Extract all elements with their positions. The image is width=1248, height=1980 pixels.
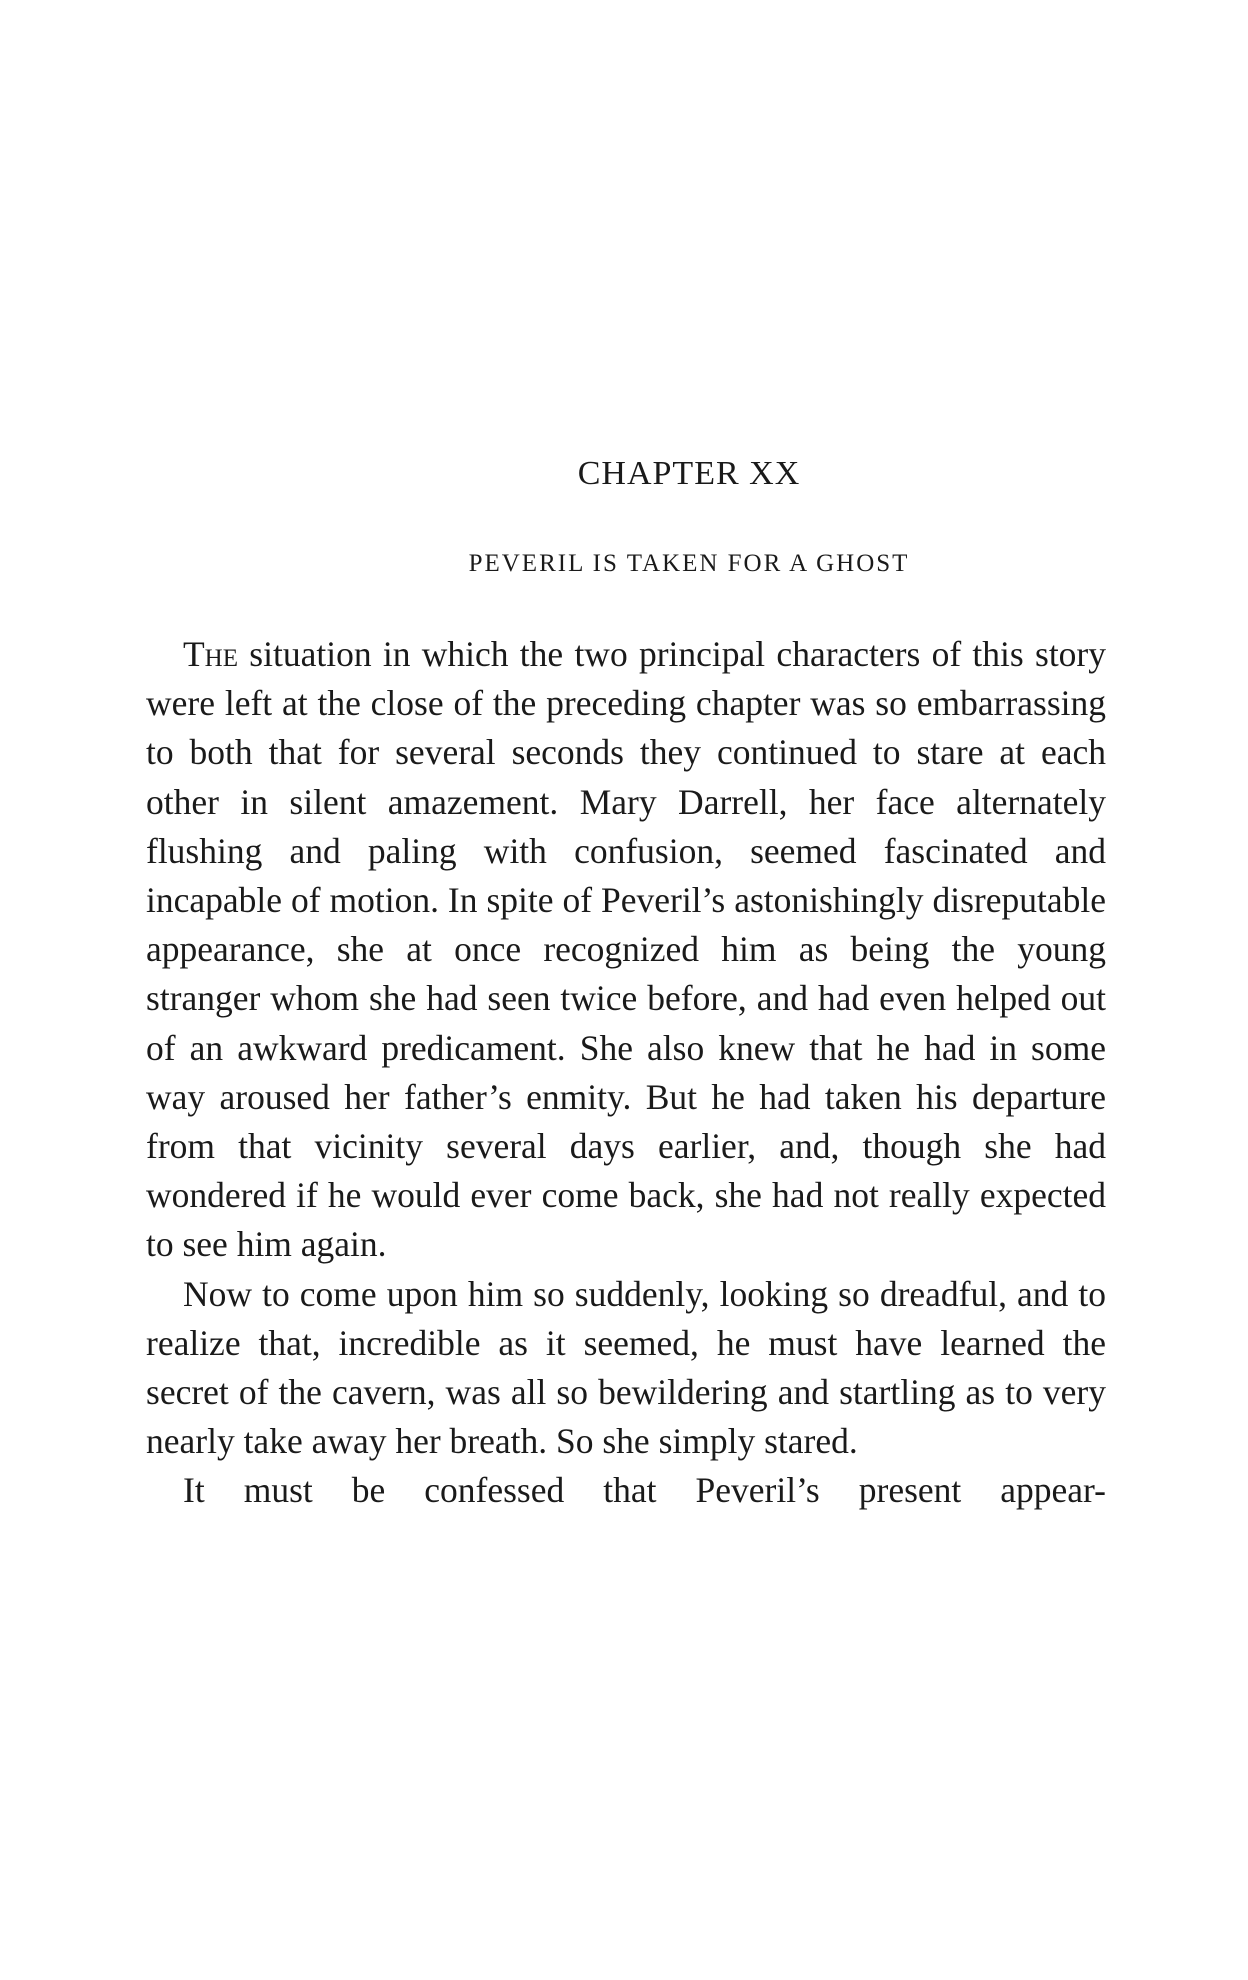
paragraph-text: Now to come upon him so suddenly, looking so dreadful, and to realize that, incredible as it seemed, he must have learned the secret of the cavern, was all so bewildering and startling as to very nearly take away her breath. So she simply stared. — [146, 1273, 1106, 1462]
paragraph-1 — [146, 630, 1106, 1270]
chapter-subtitle: PEVERIL IS TAKEN FOR A GHOST — [468, 550, 910, 577]
paragraph-3 — [146, 1466, 1106, 1515]
paragraph-2 — [146, 1270, 1106, 1467]
chapter-heading: CHAPTER XX — [577, 455, 801, 492]
paragraph-text: It must be confessed that Peveril’s present appear- — [183, 1470, 1106, 1511]
paragraph-lead-word: The — [183, 634, 239, 674]
body-text — [146, 630, 1106, 1516]
paragraph-text: situation in which the two principal characters of this story were left at the close of the preceding chapter was so embarrassing to both that for several seconds they continued to stare at each other in silent amazement. Mary Darrell, her face alternately flushing and paling with confusion, seemed fascinated and incapable of motion. In spite of Peveril’s astonishingly disreputable appearance, she at once recognized him as being the young stranger whom she had seen twice before, and had even helped out of an awkward predicament. She also knew that he had in some way aroused her father’s enmity. But he had taken his departure from that vicinity several days earlier, and, though she had wondered if he would ever come back, she had not really expected to see him again. — [146, 634, 1106, 1265]
